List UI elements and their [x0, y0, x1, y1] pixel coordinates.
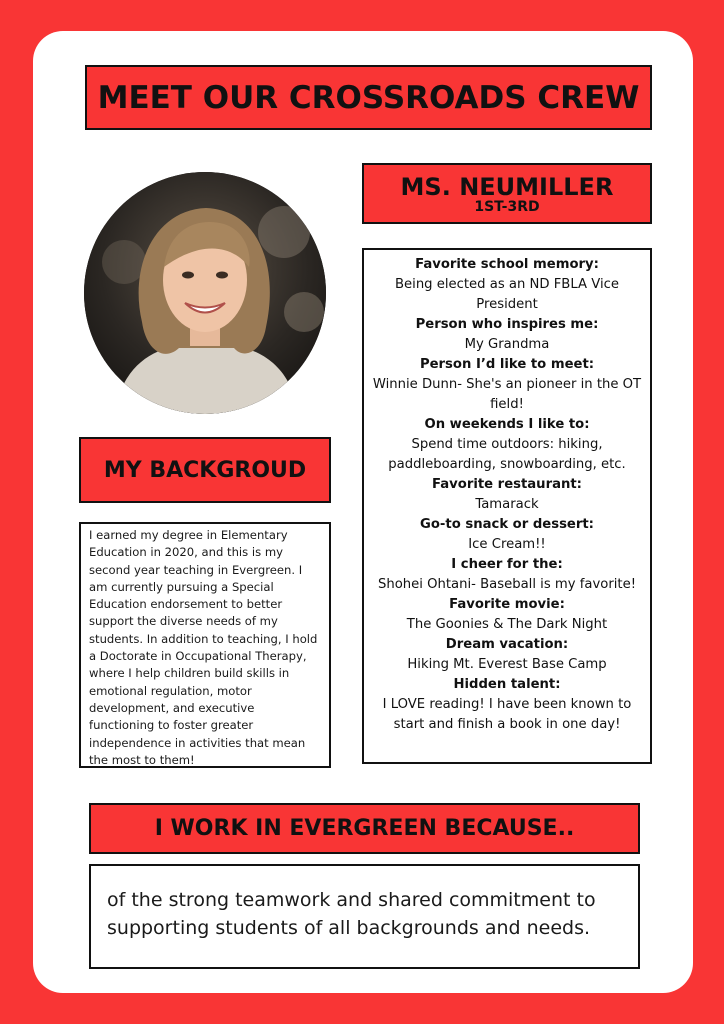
background-text-box [79, 522, 331, 768]
background-heading-text: MY BACKGROUD [103, 457, 307, 483]
teacher-grade: 1ST-3RD [474, 198, 540, 215]
page-title [85, 65, 652, 130]
teacher-name: MS. NEUMILLER [400, 172, 614, 201]
fact-answer: Winnie Dunn- She's an pioneer in the OT field! [372, 377, 642, 412]
teacher-photo [84, 172, 326, 414]
fact-answer: Tamarack [475, 497, 539, 512]
work-reason-box [89, 864, 640, 969]
fact-answer: Hiking Mt. Everest Base Camp [407, 657, 607, 672]
fact-question: Go-to snack or dessert: [420, 517, 594, 532]
page-title-text: MEET OUR CROSSROADS CREW [97, 79, 640, 116]
fact-question: I cheer for the: [451, 557, 563, 572]
fact-question: Person who inspires me: [415, 317, 599, 332]
fact-question: On weekends I like to: [424, 417, 590, 432]
portrait-illustration [84, 172, 326, 414]
work-heading-text: I WORK IN EVERGREEN BECAUSE.. [154, 816, 575, 841]
background-text: I earned my degree in Elementary Education in 2020, and this is my second year teaching in Evergreen. I am currently pursuing a Special Education endorsement to better support the diverse needs of my students. In addition to teaching, I hold a Doctorate in Occupational Therapy, where I help children build skills in emotional regulation, motor development, and executive functioning to foster greater independence in activities that mean the most to them! [89, 528, 318, 767]
work-heading [89, 803, 640, 854]
favorites-box [362, 248, 652, 764]
fact-question: Favorite movie: [449, 597, 565, 612]
fact-answer: My Grandma [464, 337, 550, 352]
fact-question: Dream vacation: [445, 637, 569, 652]
fact-question: Hidden talent: [453, 677, 561, 692]
fact-question: Favorite school memory: [415, 257, 599, 272]
work-reason-text: of the strong teamwork and shared commitment to supporting students of all backgrounds and needs. [107, 889, 596, 939]
fact-answer: Being elected as an ND FBLA Vice President [395, 277, 619, 312]
teacher-name-banner [362, 163, 652, 224]
fact-answer: Spend time outdoors: hiking, paddleboarding, snowboarding, etc. [388, 437, 626, 472]
fact-answer: I LOVE reading! I have been known to start and finish a book in one day! [382, 697, 632, 732]
fact-answer: The Goonies & The Dark Night [406, 617, 608, 632]
fact-question: Person I’d like to meet: [419, 357, 595, 372]
fact-answer: Ice Cream!! [468, 537, 546, 552]
fact-answer: Shohei Ohtani- Baseball is my favorite! [378, 577, 636, 592]
fact-question: Favorite restaurant: [432, 477, 582, 492]
background-heading [79, 437, 331, 503]
